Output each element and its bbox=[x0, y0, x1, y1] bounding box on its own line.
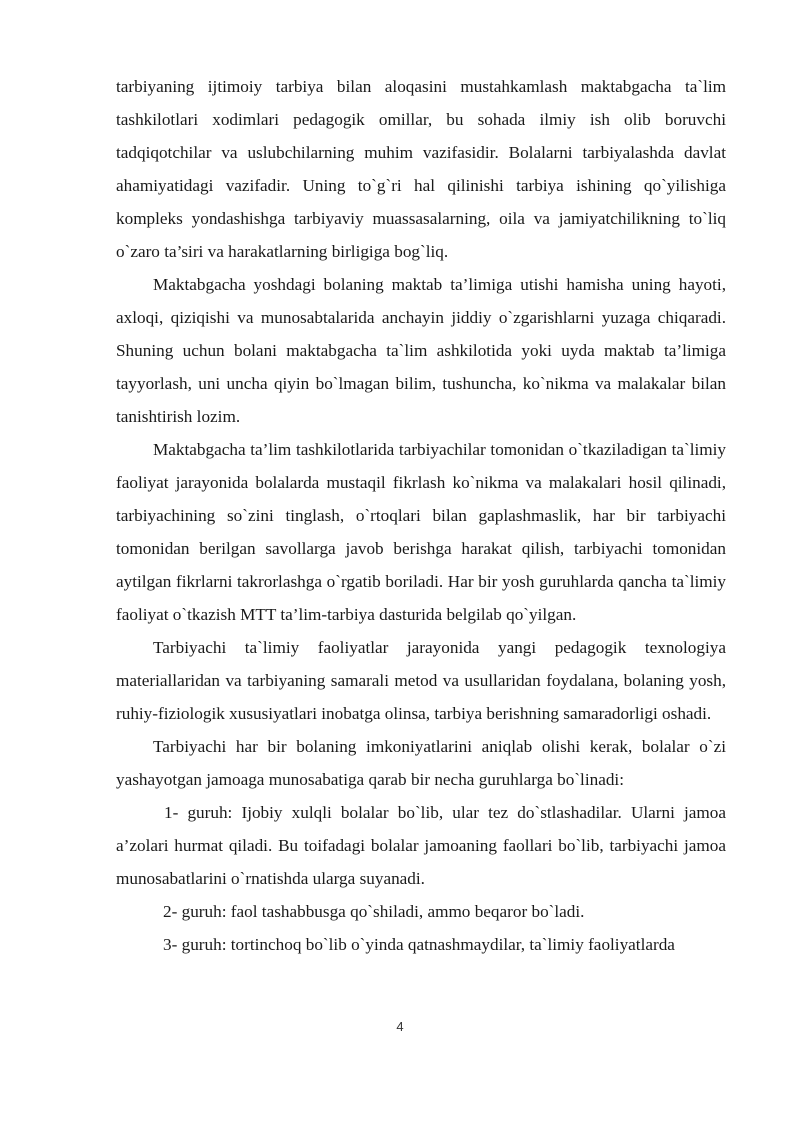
paragraph-4: Tarbiyachi ta`limiy faoliyatlar jarayonida yangi pedagogik texnologiya materiallaridan va tarbiyaning samarali metod va usullaridan foydalana, bolaning yosh, ruhiy-fiziologik xususiyatlari inobatga olinsa, tarbiya berishning samaradorligi oshadi. bbox=[116, 638, 726, 723]
paragraph-group-2: 2- guruh: faol tashabbusga qo`shiladi, ammo beqaror bo`ladi. bbox=[163, 902, 585, 921]
paragraph-2: Maktabgacha yoshdagi bolaning maktab ta’limiga utishi hamisha uning hayoti, axloqi, qiziqishi va munosabtalarida anchayin jiddiy o`zgarishlarni yuzaga chiqaradi. Shuning uchun bolani maktabgacha ta`lim ashkilotida yoki uyda maktab ta’limiga tayyorlash, uni uncha qiyin bo`lmagan bilim, tushuncha, ko`nikma va malakalar bilan tanishtirish lozim. bbox=[116, 275, 726, 426]
paragraph-5: Tarbiyachi har bir bolaning imkoniyatlarini aniqlab olishi kerak, bolalar o`zi yashayotgan jamoaga munosabatiga qarab bir necha guruhlarga bo`linadi: bbox=[116, 737, 726, 789]
document-page bbox=[116, 70, 726, 961]
paragraph-group-3: 3- guruh: tortinchoq bo`lib o`yinda qatnashmaydilar, ta`limiy faoliyatlarda bbox=[163, 935, 675, 954]
paragraph-group-1: 1- guruh: Ijobiy xulqli bolalar bo`lib, ular tez do`stlashadilar. Ularni jamoa a’zolari hurmat qiladi. Bu toifadagi bolalar jamoaning faollari bo`lib, tarbiyachi jamoa munosabatlarini o`rnatishda ularga suyanadi. bbox=[116, 803, 726, 888]
page-number: 4 bbox=[396, 1019, 404, 1034]
paragraph-3: Maktabgacha ta’lim tashkilotlarida tarbiyachilar tomonidan o`tkaziladigan ta`limiy faoliyat jarayonida bolalarda mustaqil fikrlash ko`nikma va malakalari hosil qilinadi, tarbiyachining so`zini tinglash, o`rtoqlari bilan gaplashmaslik, har bir tarbiyachi tomonidan berilgan savollarga javob berishga harakat qilish, tarbiyachi tomonidan aytilgan fikrlarni takrorlashga o`rgatib boriladi. Har bir yosh guruhlarda qancha ta`limiy faoliyat o`tkazish MTT ta’lim-tarbiya dasturida belgilab qo`yilgan. bbox=[116, 440, 726, 624]
paragraph-1: tarbiyaning ijtimoiy tarbiya bilan aloqasini mustahkamlash maktabgacha ta`lim tashkilotlari xodimlari pedagogik omillar, bu sohada ilmiy ish olib boruvchi tadqiqotchilar va uslubchilarning muhim vazifasidir. Bolalarni tarbiyalashda davlat ahamiyatidagi vazifadir. Uning to`g`ri hal qilinishi tarbiya ishining qo`yilishiga kompleks yondashishga tarbiyaviy muassasalarning, oila va jamiyatchilikning to`liq o`zaro ta’siri va harakatlarning birligiga bog`liq. bbox=[116, 77, 726, 261]
